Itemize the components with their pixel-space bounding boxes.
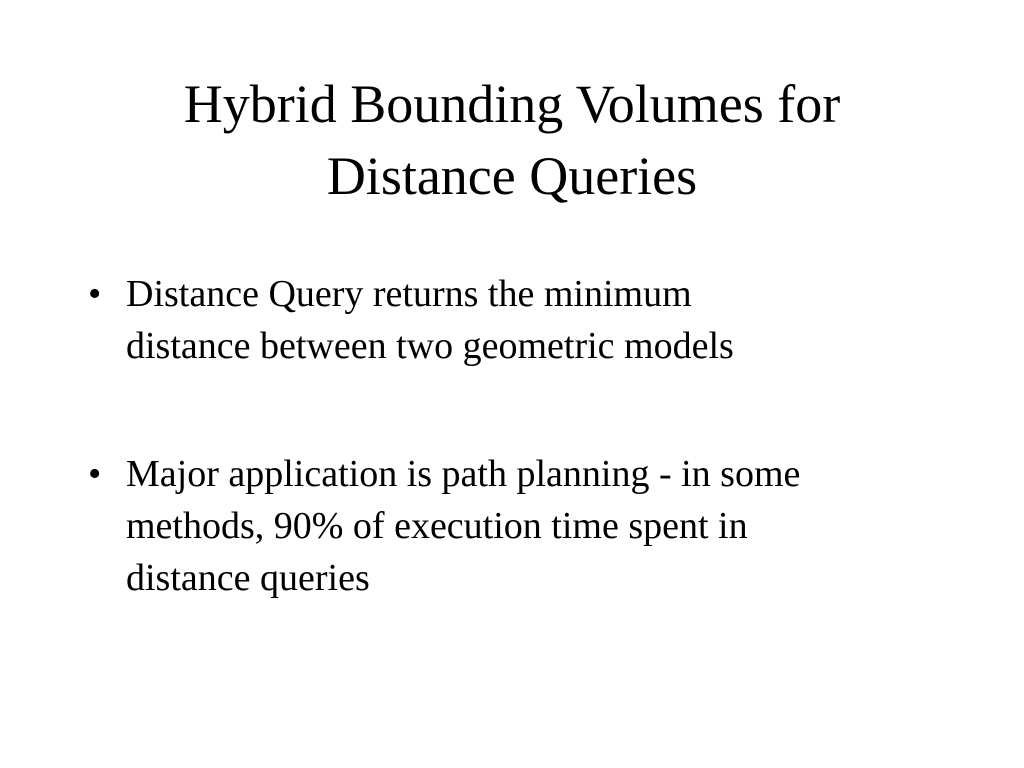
bullet-line: Major application is path planning - in some <box>126 453 801 495</box>
bullet-item-distance-query <box>88 268 968 372</box>
bullet-line: distance between two geometric models <box>126 325 734 367</box>
bullet-list <box>88 268 968 604</box>
bullet-icon: • <box>88 453 102 495</box>
slide-title <box>72 68 952 212</box>
title-line-1: Hybrid Bounding Volumes for <box>183 74 841 134</box>
bullet-icon: • <box>88 273 102 315</box>
bullet-text <box>126 268 968 372</box>
bullet-line: methods, 90% of execution time spent in <box>126 505 748 547</box>
bullet-line: distance queries <box>126 557 370 599</box>
bullet-item-path-planning <box>88 448 968 604</box>
bullet-text <box>126 448 968 604</box>
title-line-2: Distance Queries <box>326 146 698 206</box>
bullet-line: Distance Query returns the minimum <box>126 273 692 315</box>
